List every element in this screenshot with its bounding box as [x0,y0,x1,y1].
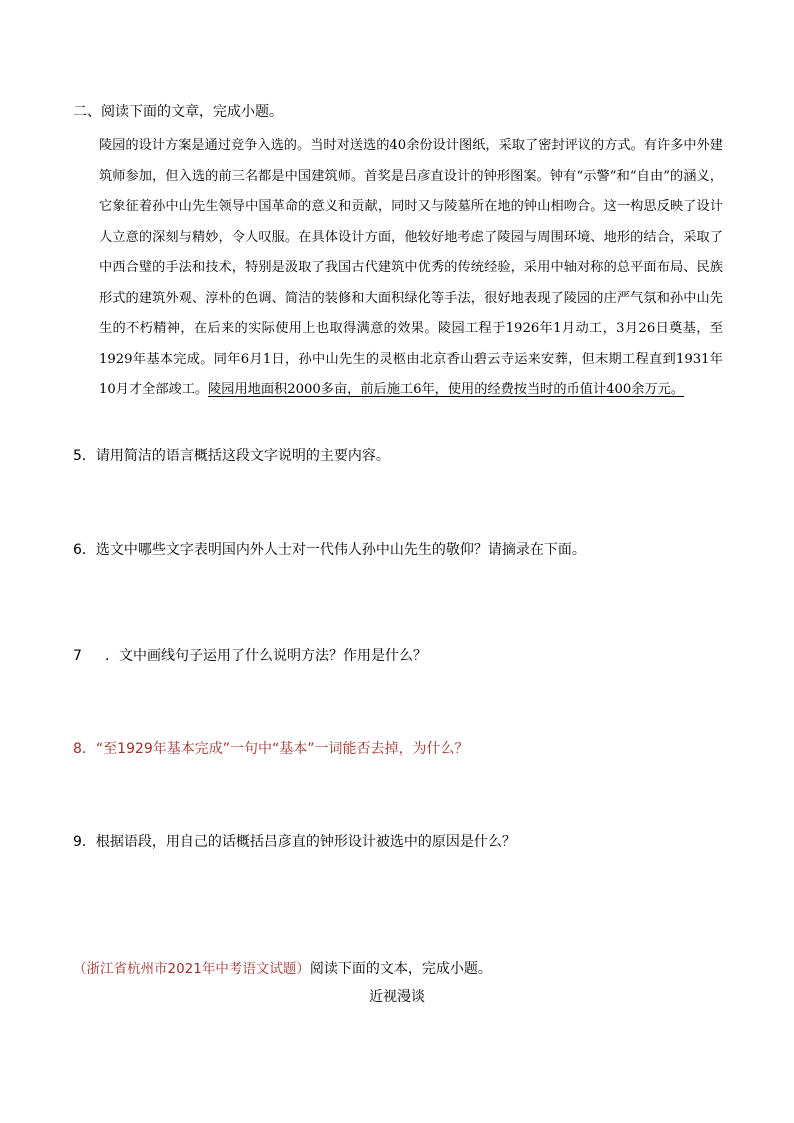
question-7-number: 7 [73,648,82,664]
source-line [73,957,492,978]
underlined-sentence: 陵园用地面积2000多亩，前后施工6年，使用的经费按当时的币值计400余万元。 [208,382,685,397]
article-title: 近视漫谈 [369,989,425,1005]
question-8: 8．“至1929年基本完成”一句中“基本”一词能否去掉，为什么？ [73,741,469,757]
question-7 [73,645,427,665]
question-7-text: ．文中画线句子运用了什么说明方法？作用是什么？ [105,648,427,664]
passage-text: 陵园的设计方案是通过竞争入选的。当时对送选的40余份设计图纸，采取了密封评议的方式。有许多中外建筑师参加，但入选的前三名都是中国建筑师。首奖是吕彦直设计的钟形图案。钟有“示警”和“自由”的涵义，它象征着孙中山先生领导中国革命的意义和贡献，同时又与陵墓所在地的钟山相吻合。这一构思反映了设计人立意的深刻与精妙，令人叹服。在具体设计方面，他较好地考虑了陵园与周围环境、地形的结合，采取了中西合璧的手法和技术，特别是汲取了我国古代建筑中优秀的传统经验，采用中轴对称的总平面布局、民族形式的建筑外观、淳朴的色调、简洁的装修和大面积绿化等手法，很好地表现了陵园的庄严气氛和孙中山先生的不朽精神，在后来的实际使用上也取得满意的效果。陵园工程于1926年1月动工，3月26日奠基，至1929年基本完成。同年6月1日，孙中山先生的灵柩由北京香山碧云寺运来安葬，但末期工程直到1931年10月才全部竣工。 [99,138,723,397]
section-heading: 二、阅读下面的文章，完成小题。 [73,104,283,120]
question-6: 6．选文中哪些文字表明国内外人士对一代伟人孙中山先生的敬仰？请摘录在下面。 [73,542,586,558]
reading-passage [73,131,723,406]
source-instruction: 阅读下面的文本，完成小题。 [309,961,492,977]
question-9: 9．根据语段，用自己的话概括吕彦直的钟形设计被选中的原因是什么？ [73,834,516,850]
source-citation: （浙江省杭州市2021年中考语文试题） [73,961,310,977]
question-5: 5．请用简洁的语言概括这段文字说明的主要内容。 [73,448,390,464]
passage-paragraph [73,131,723,406]
